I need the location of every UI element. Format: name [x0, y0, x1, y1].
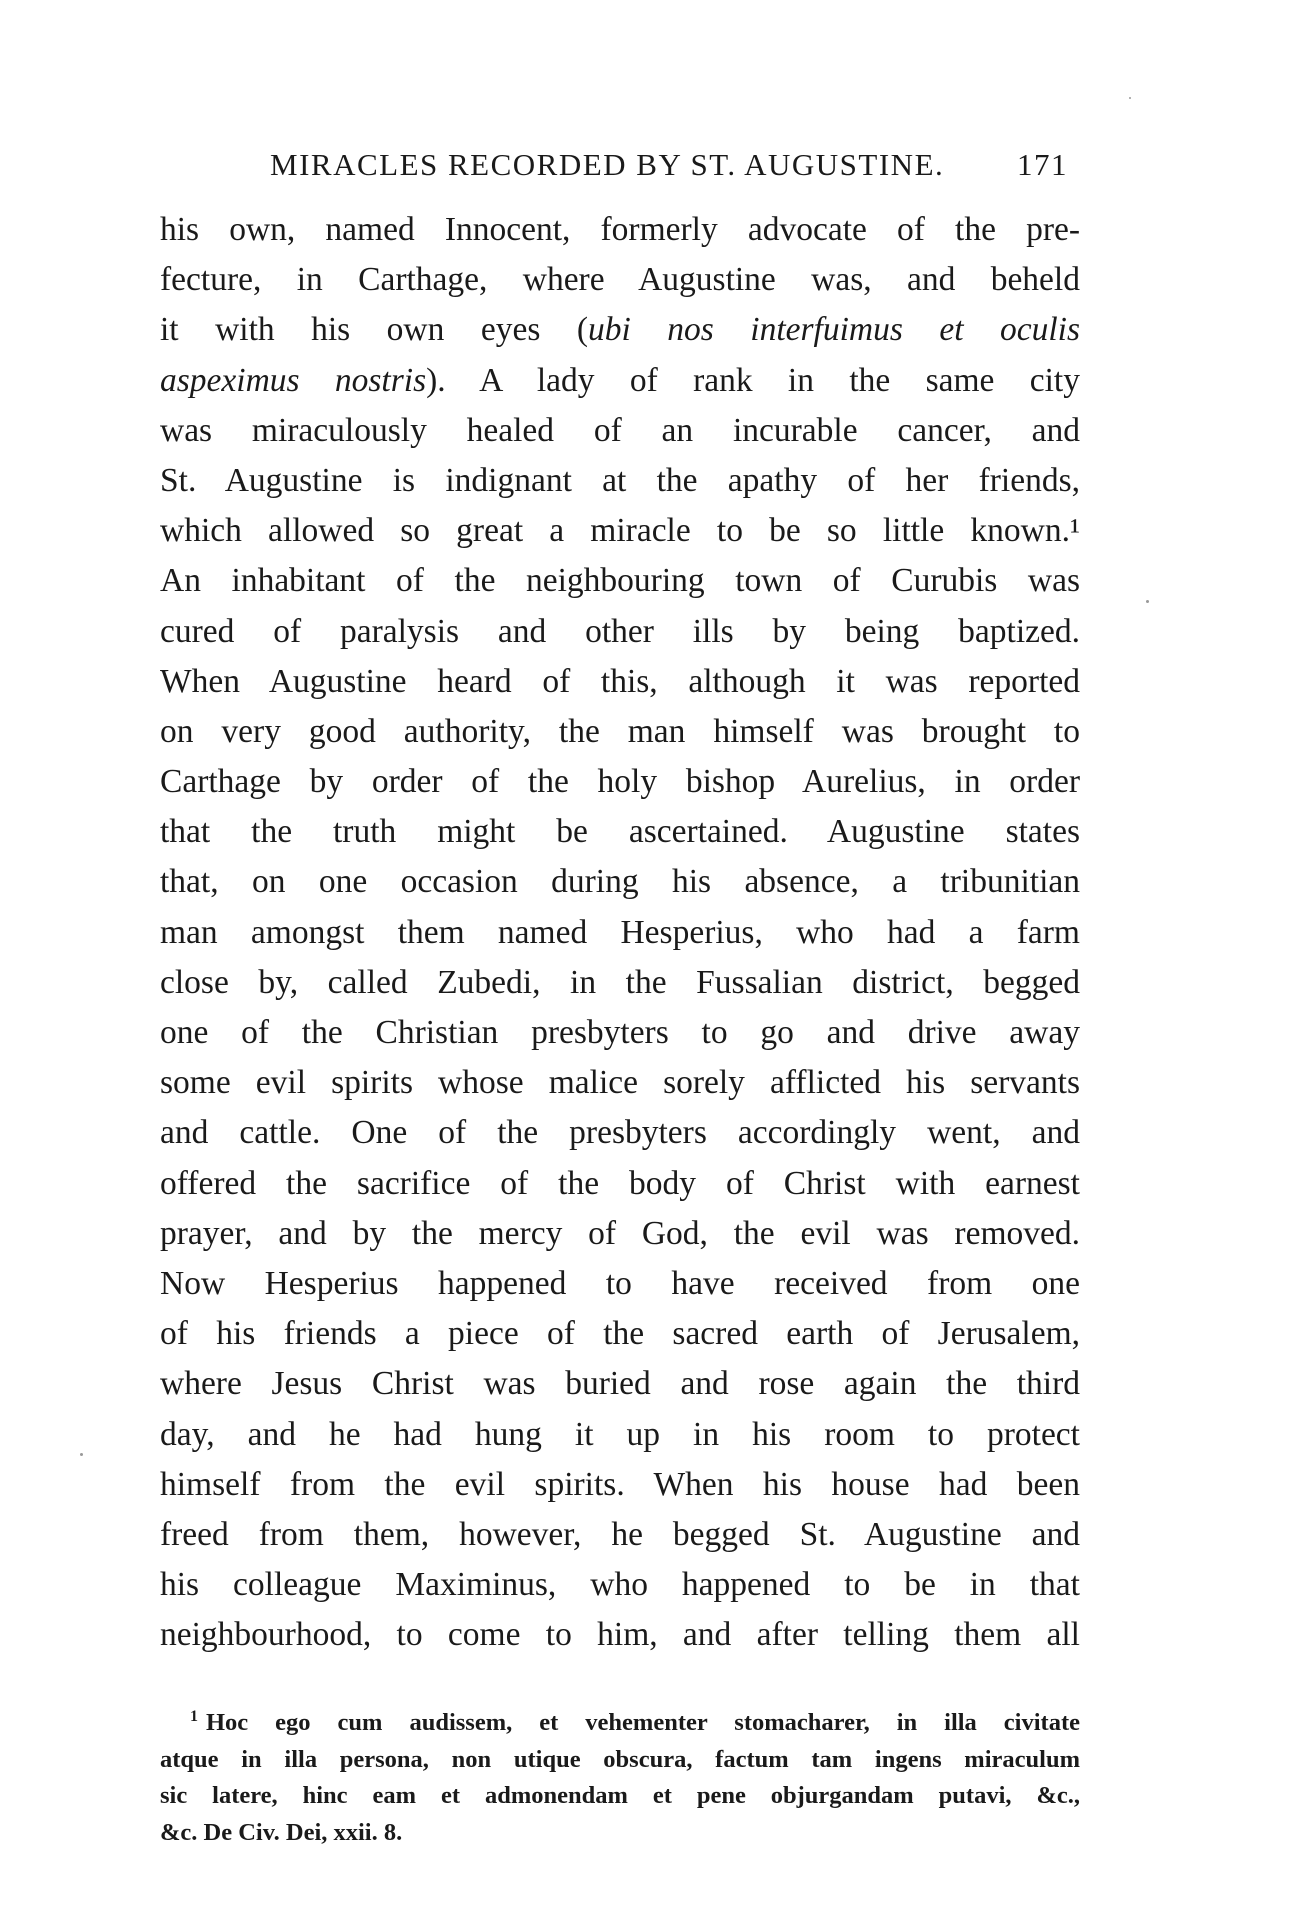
text-line: his own, named Innocent, formerly advocate of the pre- — [160, 211, 1080, 248]
paper-speck — [1146, 600, 1149, 603]
text-line: on very good authority, the man himself was brought to — [160, 712, 1080, 750]
line-prefix: it with his own eyes ( — [160, 311, 588, 349]
text-line: day, and he had hung it up in his room to protect — [160, 1415, 1080, 1453]
paper-speck — [80, 1453, 83, 1456]
text-line: and cattle. One of the presbyters accordingly went, and — [160, 1114, 1080, 1152]
text-line: that the truth might be ascertained. Augustine states — [160, 813, 1080, 851]
text-line: that, on one occasion during his absence, a tribunitian — [160, 863, 1080, 901]
text-line: fecture, in Carthage, where Augustine was, and beheld — [160, 261, 1080, 299]
text-line: freed from them, however, he begged St. Augustine and — [160, 1515, 1080, 1553]
text-line: An inhabitant of the neighbouring town of Curubis was — [160, 562, 1080, 600]
text-line: was miraculously healed of an incurable cancer, and — [160, 411, 1080, 449]
text-line: St. Augustine is indignant at the apathy of her friends, — [160, 461, 1080, 499]
italic-phrase: ubi nos interfuimus et oculis — [587, 311, 1081, 349]
running-title: MIRACLES RECORDED BY ST. AUGUSTINE. — [270, 147, 945, 182]
page-number: 171 — [1017, 147, 1068, 182]
text-line: offered the sacrifice of the body of Christ with earnest — [160, 1164, 1080, 1202]
footnote-line: sic latere, hinc eam et admonendam et pene objurgandam putavi, &c., — [160, 1782, 1080, 1809]
footnote-marker: 1 — [190, 1707, 198, 1725]
text-line-with-italics — [160, 356, 1080, 406]
text-line: close by, called Zubedi, in the Fussalian district, begged — [160, 963, 1080, 1001]
footnote-line — [160, 1705, 1080, 1742]
text-line: When Augustine heard of this, although it was reported — [160, 662, 1080, 700]
text-line: which allowed so great a miracle to be so little known.¹ — [160, 512, 1080, 550]
footnote-line: &c. De Civ. Dei, xxii. 8. — [160, 1818, 403, 1846]
text-line: of his friends a piece of the sacred earth of Jerusalem, — [160, 1315, 1080, 1353]
line-suffix: ). A lady of rank in the same city — [426, 361, 1080, 399]
text-line: himself from the evil spirits. When his house had been — [160, 1465, 1080, 1503]
footnote — [160, 1705, 1080, 1851]
text-line: man amongst them named Hesperius, who had a farm — [160, 913, 1080, 951]
text-line: his colleague Maximinus, who happened to be in that — [160, 1566, 1080, 1604]
italic-phrase: aspeximus nostris — [160, 361, 427, 399]
text-line: some evil spirits whose malice sorely afflicted his servants — [160, 1064, 1080, 1102]
paper-speck — [1129, 97, 1131, 99]
text-line-with-italics — [160, 305, 1080, 355]
text-line: neighbourhood, to come to him, and after telling them all — [160, 1616, 1080, 1654]
text-line: cured of paralysis and other ills by being baptized. — [160, 612, 1080, 650]
text-line: one of the Christian presbyters to go and drive away — [160, 1014, 1080, 1051]
footnote-text: Hoc ego cum audissem, et vehementer stomacharer, in illa civitate — [206, 1709, 1080, 1736]
text-line: where Jesus Christ was buried and rose again the third — [160, 1365, 1080, 1403]
text-line: prayer, and by the mercy of God, the evil was removed. — [160, 1214, 1080, 1252]
text-line: Carthage by order of the holy bishop Aurelius, in order — [160, 763, 1080, 801]
running-header — [160, 147, 1080, 191]
text-line: Now Hesperius happened to have received from one — [160, 1264, 1080, 1302]
body-text — [160, 205, 1080, 1660]
footnote-line: atque in illa persona, non utique obscura, factum tam ingens miraculum — [160, 1745, 1080, 1773]
